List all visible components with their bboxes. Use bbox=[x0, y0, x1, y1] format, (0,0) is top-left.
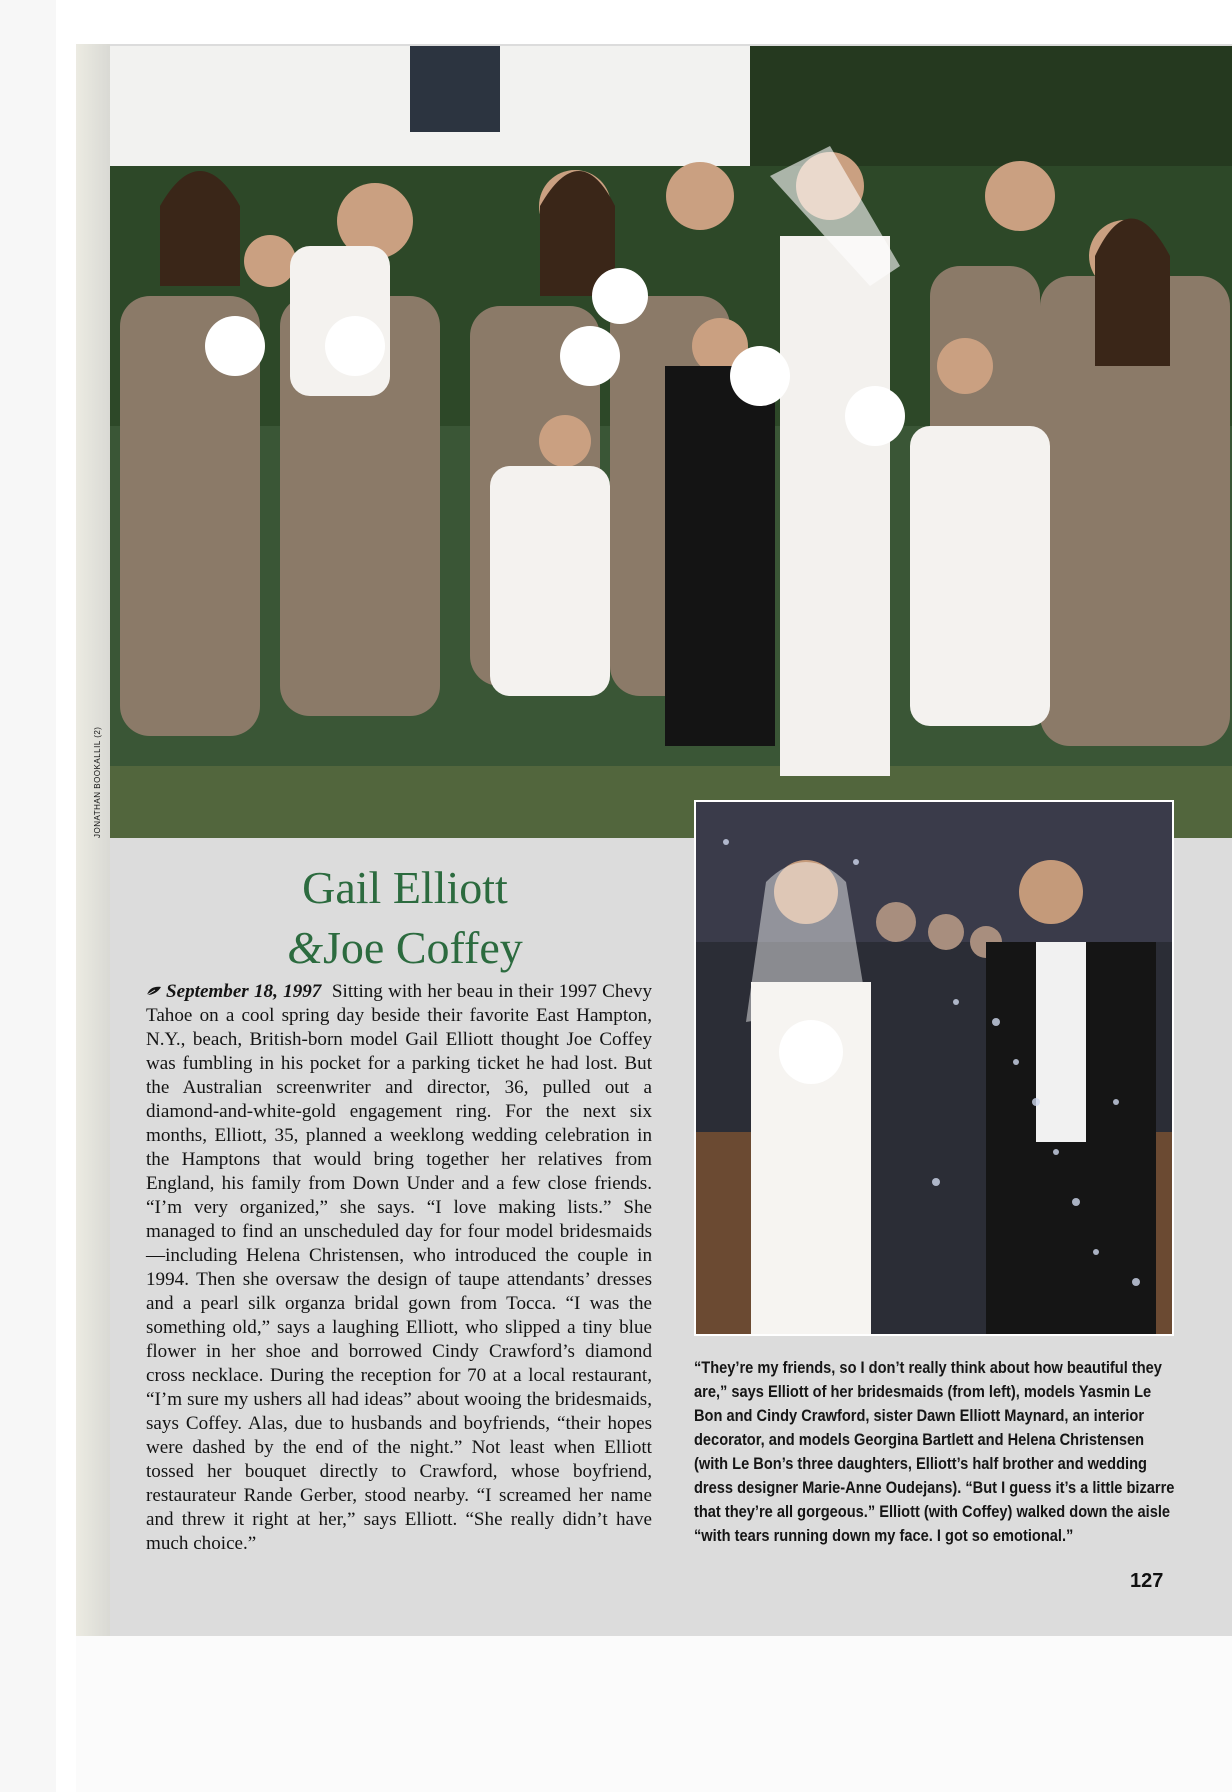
photo-credit: JONATHAN BOOKALLIL (2) bbox=[93, 726, 102, 838]
leaf-icon bbox=[146, 985, 162, 997]
headline bbox=[240, 858, 570, 978]
headline-line-2 bbox=[240, 918, 570, 978]
article-body bbox=[146, 980, 652, 1556]
photo-caption: “They’re my friends, so I don’t really think about how beautiful they are,” says Elliott of her bridesmaids (from left), models Yasmin Le Bon and Cindy Crawford, sister Dawn Elliott Maynard, an interior decorator, and models Georgina Bartlett and Helena Christensen (with Le Bon’s three daughters, Elliott’s half brother and wedding dress designer Marie-Anne Oudejans). “But I guess it’s a little bizarre that they’re all gorgeous.” Elliott (with Coffey) walked down the aisle “with tears running down my face. I got so emotional.” bbox=[694, 1358, 1175, 1545]
page-spine bbox=[76, 44, 110, 1636]
article-dateline: September 18, 1997 bbox=[166, 981, 322, 1002]
headline-line-1: Gail Elliott bbox=[302, 862, 508, 913]
headline-ampersand: & bbox=[287, 922, 324, 973]
couple-aisle-photo bbox=[694, 800, 1174, 1336]
article-text: Sitting with her beau in their 1997 Chevy Tahoe on a cool spring day beside their favorite East Hampton, N.Y., beach, British-born model Gail Elliott thought Joe Coffey was fumbling in his pocket for a parking ticket he had lost. But the Australian screenwriter and director, 36, pulled out a diamond-and-white-gold engagement ring. For the next six months, Elliott, 35, planned a weeklong wedding celebration in the Hamptons that would bring together her relatives from England, his family from Down Under and a few close friends. “I’m very organized,” she says. “I love making lists.” She managed to find an unscheduled day for four model bridesmaids—including Helena Christensen, who introduced the couple in 1994. Then she oversaw the design of taupe attendants’ dresses and a pearl silk organza bridal gown from Tocca. “I was the something old,” says a laughing Elliott, who slipped a tiny blue flower in her shoe and borrowed Cindy Crawford’s diamond cross necklace. During the reception for 70 at a local restaurant, “I’m sure my ushers all had ideas” about wooing the bridesmaids, says Coffey. Alas, due to husbands and boyfriends, “their hopes were dashed by the end of the night.” Not least when Elliott tossed her bouquet directly to Crawford, whose boyfriend, restaurateur Rande Gerber, stood nearby. “I screamed her name and threw it right at her,” says Elliott. “She really didn’t have much choice.” bbox=[146, 981, 653, 1554]
scan-background bbox=[0, 0, 56, 1792]
headline-name: Joe Coffey bbox=[323, 922, 523, 973]
page-number: 127 bbox=[1130, 1570, 1164, 1592]
scan-bottom-margin bbox=[76, 1636, 1232, 1792]
wedding-group-photo bbox=[110, 46, 1232, 838]
